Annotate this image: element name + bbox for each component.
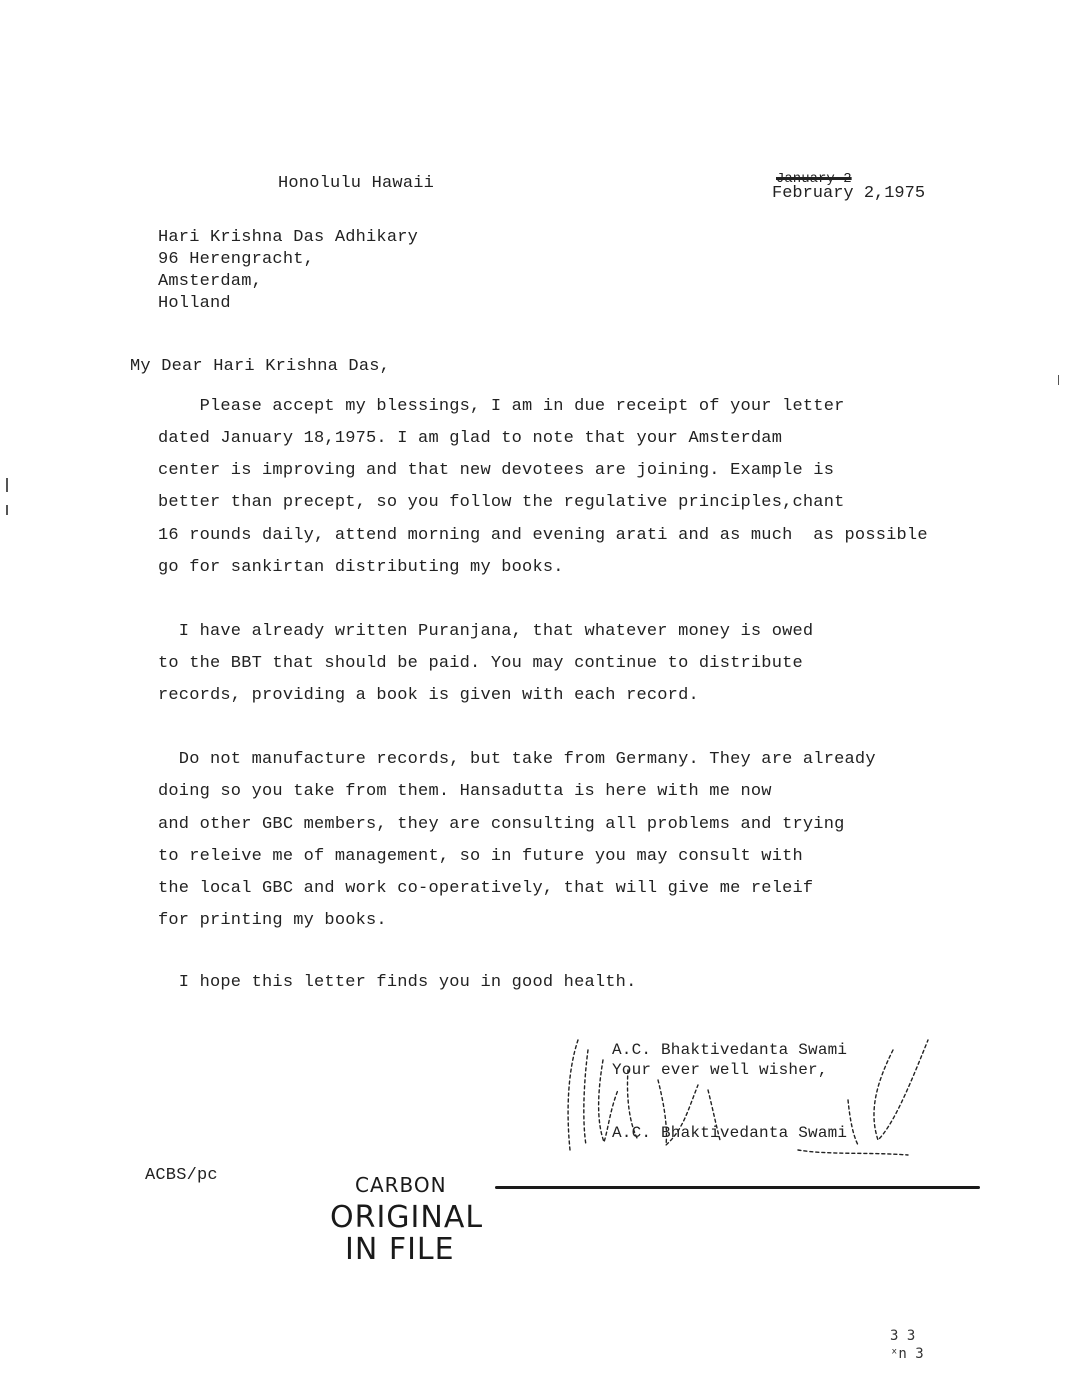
paragraph-3-line: the local GBC and work co-operatively, that will give me releif xyxy=(158,879,814,898)
recipient-name: Hari Krishna Das Adhikary xyxy=(158,228,419,247)
scan-edge-mark xyxy=(1058,375,1059,385)
typist-initials: ACBS/pc xyxy=(145,1166,218,1185)
corner-note-line: ˣn 3 xyxy=(890,1346,924,1362)
struck-date: January 2 xyxy=(776,171,852,187)
recipient-country: Holland xyxy=(158,294,231,313)
paragraph-1-line: center is improving and that new devotees are joining. Example is xyxy=(158,461,835,480)
paragraph-1-line: 16 rounds daily, attend morning and evening arati and as much as possible xyxy=(158,526,928,545)
signature-name: A.C. Bhaktivedanta Swami xyxy=(612,1124,848,1142)
paragraph-3-line: for printing my books. xyxy=(158,911,387,930)
letter-place: Honolulu Hawaii xyxy=(278,174,435,193)
recipient-city: Amsterdam, xyxy=(158,272,263,291)
scan-edge-mark xyxy=(6,505,8,515)
signature-closing: Your ever well wisher, xyxy=(612,1061,828,1079)
paragraph-3-line: and other GBC members, they are consulting all problems and trying xyxy=(158,815,845,834)
signature-rule xyxy=(495,1186,980,1189)
handwritten-signature xyxy=(548,1030,948,1170)
paragraph-2-line: to the BBT that should be paid. You may continue to distribute xyxy=(158,654,803,673)
stamp-original: ORIGINAL xyxy=(330,1200,484,1235)
stamp-carbon: CARBON xyxy=(355,1173,447,1197)
stamp-in-file: IN FILE xyxy=(345,1232,455,1267)
paragraph-3-line: doing so you take from them. Hansadutta is here with me now xyxy=(158,782,772,801)
corner-note-line: 3 3 xyxy=(890,1328,916,1344)
paragraph-3-line: Do not manufacture records, but take from Germany. They are already xyxy=(158,750,876,769)
paragraph-2-line: records, providing a book is given with each record. xyxy=(158,686,699,705)
letter-date xyxy=(772,172,952,212)
paragraph-4-line: I hope this letter finds you in good health. xyxy=(158,973,637,992)
paragraph-3-line: to releive me of management, so in future you may consult with xyxy=(158,847,803,866)
paragraph-1-line: better than precept, so you follow the regulative principles,chant xyxy=(158,493,845,512)
scan-edge-mark xyxy=(6,478,8,492)
paragraph-2-line: I have already written Puranjana, that whatever money is owed xyxy=(158,622,814,641)
paragraph-1-line: Please accept my blessings, I am in due receipt of your letter xyxy=(158,397,845,416)
paragraph-1-line: dated January 18,1975. I am glad to note that your Amsterdam xyxy=(158,429,783,448)
recipient-street: 96 Herengracht, xyxy=(158,250,315,269)
date-text: February 2,1975 xyxy=(772,184,926,203)
salutation: My Dear Hari Krishna Das, xyxy=(130,357,391,376)
signature-typed-name: A.C. Bhaktivedanta Swami xyxy=(612,1041,848,1059)
paragraph-1-line: go for sankirtan distributing my books. xyxy=(158,558,564,577)
